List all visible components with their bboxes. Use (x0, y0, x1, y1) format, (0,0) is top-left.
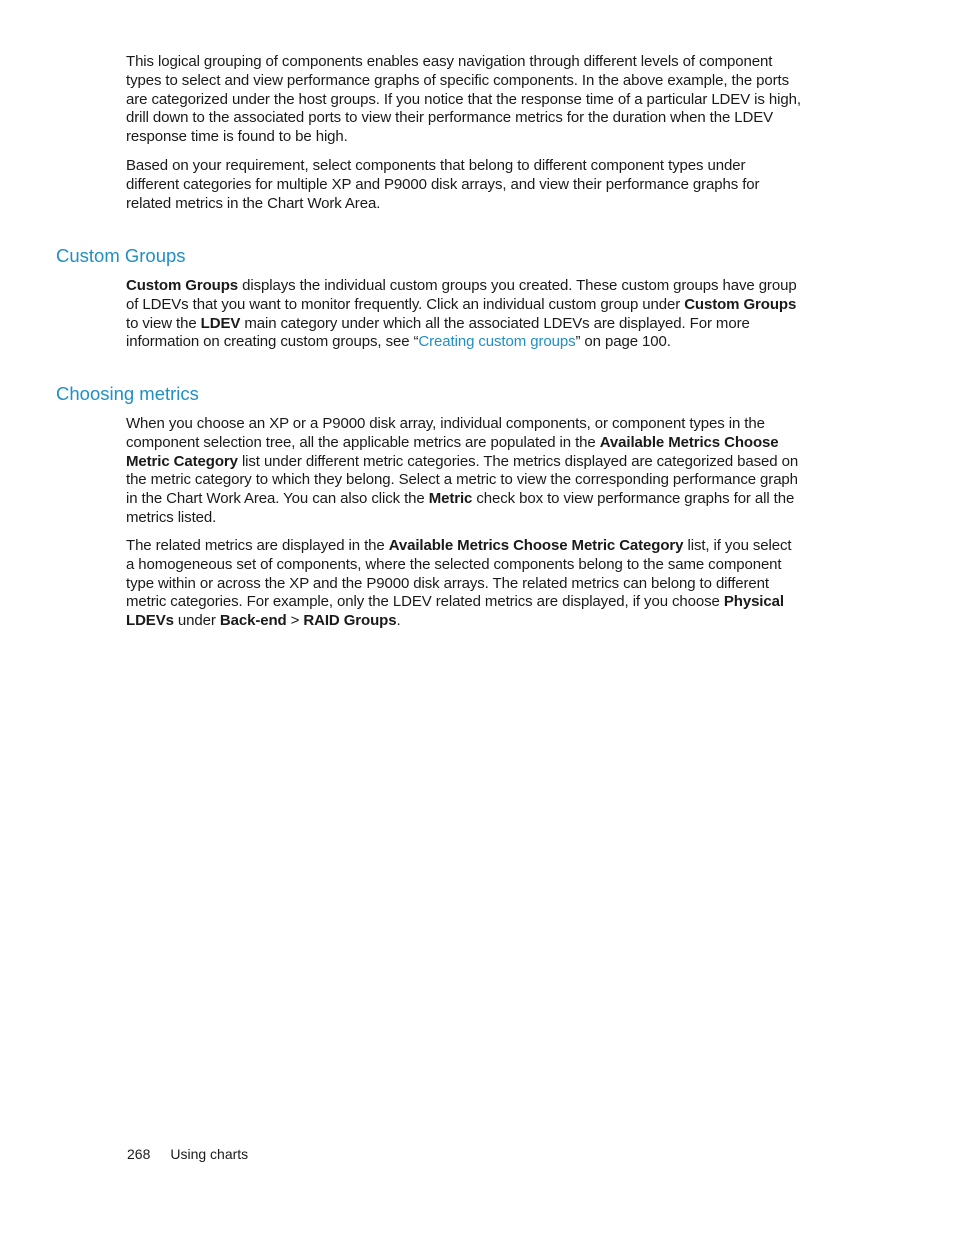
custom-groups-paragraph (126, 277, 802, 352)
custom-groups-text-2: to view the (126, 314, 201, 332)
choosing-metrics-p2-text-2: list, if you select a homogeneous set of components, where the selected components belong to the same component type within or across the XP and the P9000 disk arrays. The related metrics can belong to different metric categories. For example, only the LDEV related metrics are displayed, if you choose (126, 537, 792, 611)
ldev-bold: LDEV (200, 314, 241, 332)
page-number: 268 (127, 1146, 151, 1162)
back-end-bold: Back-end (219, 612, 287, 630)
custom-groups-text-1: displays the individual custom groups you created. These custom groups have group of LDEVs that you want to monitor frequently. Click an individual custom group under (126, 277, 797, 313)
footer-section-title: Using charts (170, 1146, 249, 1162)
metric-bold: Metric (428, 490, 473, 508)
intro-paragraph-2: Based on your requirement, select components that belong to different component types under different categories for multiple XP and P9000 disk arrays, and view their performance graphs for related metrics in the Chart Work Area. (126, 157, 760, 212)
custom-groups-text-4: ” on page 100. (575, 333, 671, 351)
creating-custom-groups-link[interactable]: Creating custom groups (418, 333, 576, 351)
choosing-metrics-paragraph-1 (126, 415, 802, 528)
choosing-metrics-p1-text-1: When you choose an XP or a P9000 disk array, individual components, or component types in the component selection tree, all the applicable metrics are populated in the (126, 415, 765, 451)
custom-groups-bold: Custom Groups (126, 277, 239, 294)
choosing-metrics-p2-text-4: > (286, 612, 304, 630)
choosing-metrics-p2-text-1: The related metrics are displayed in the (126, 537, 389, 554)
choosing-metrics-p1-text-3: check box to view performance graphs for all the metrics listed. (126, 490, 795, 526)
physical-ldevs-bold: Physical LDEVs (126, 593, 784, 630)
intro-paragraph-1: This logical grouping of components enables easy navigation through different levels of component types to select and view performance graphs of specific components. In the above example, the ports are categorized under the host groups. If you notice that the response time of a particular LDEV is high, drill down to the associated ports to view their performance metrics for the duration when the LDEV response time is found to be high. (126, 53, 801, 146)
choosing-metrics-p2-text-3: under (173, 612, 220, 630)
available-metrics-bold: Available Metrics Choose Metric Category (126, 433, 779, 470)
custom-groups-heading: Custom Groups (56, 245, 186, 266)
custom-groups-bold-2: Custom Groups (684, 295, 797, 313)
choosing-metrics-p2-text-5: . (396, 612, 401, 630)
custom-groups-text-3: main category under which all the associated LDEVs are displayed. For more information on creating custom groups, see “ (126, 314, 750, 351)
page-footer (127, 1145, 248, 1163)
choosing-metrics-heading: Choosing metrics (56, 383, 199, 404)
raid-groups-bold: RAID Groups (303, 612, 397, 630)
choosing-metrics-p1-text-2: list under different metric categories. The metrics displayed are categorized based on the metric category to which they belong. Select a metric to view the corresponding performance graph in the Chart Work Area. You can also click the (126, 452, 799, 508)
choosing-metrics-paragraph-2 (126, 537, 802, 631)
available-metrics-bold-2: Available Metrics Choose Metric Category (388, 537, 684, 554)
